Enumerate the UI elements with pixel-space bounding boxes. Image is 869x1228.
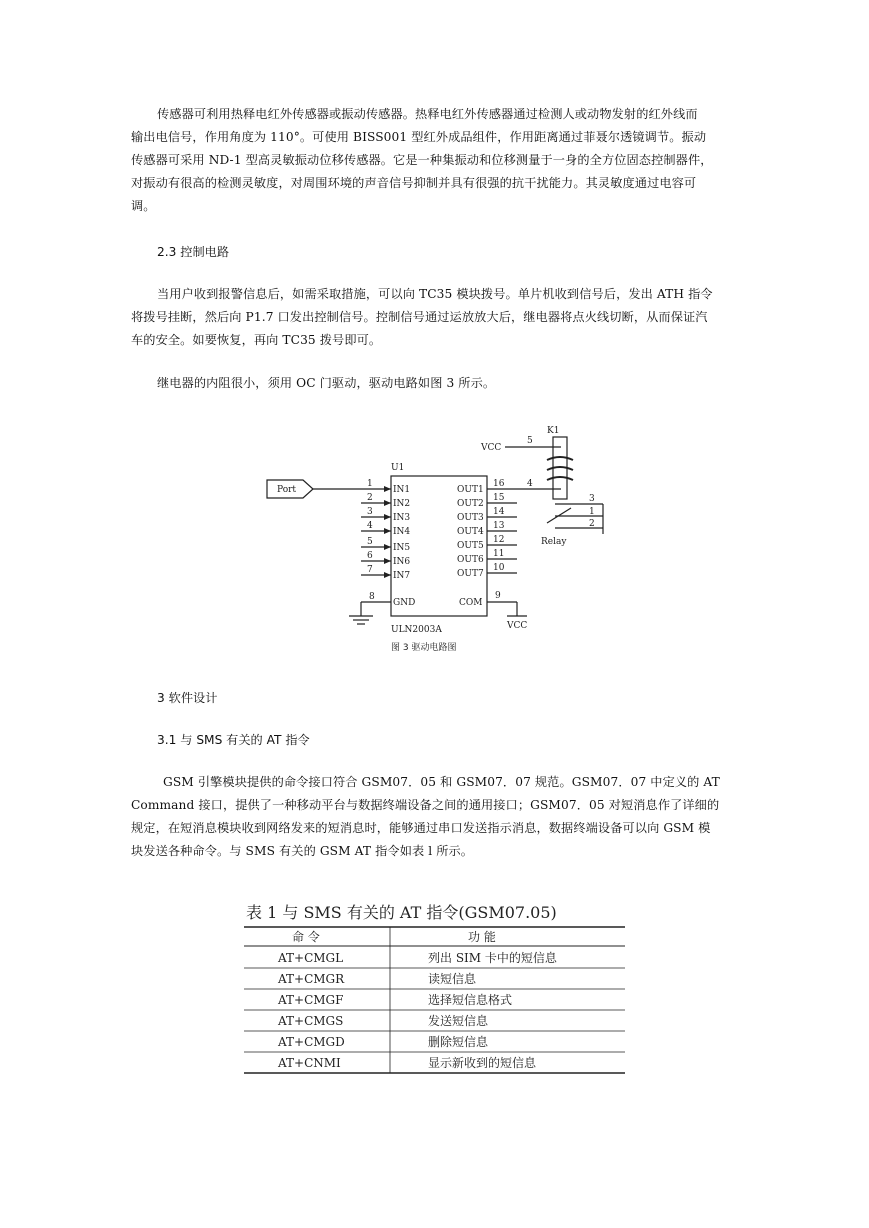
output-pin-name: OUT3 xyxy=(457,513,484,523)
table-cell-command: AT+CMGR xyxy=(278,972,345,986)
com-pin-name: COM xyxy=(459,598,483,608)
input-pin-name: IN3 xyxy=(393,513,411,523)
table-header-command: 命 令 xyxy=(292,930,320,944)
text-line: Command 接口，提供了一种移动平台与数据终端设备之间的通用接口；GSM07．05 对短消息作了详细的 xyxy=(131,798,720,812)
output-pin-name: OUT7 xyxy=(457,569,484,579)
table-cell-function: 选择短信息格式 xyxy=(428,993,513,1007)
output-pin-name: OUT6 xyxy=(457,555,484,565)
table-cell-command: AT+CMGF xyxy=(278,993,344,1007)
text-line: 车的安全。如要恢复，再向 TC35 拨号即可。 xyxy=(131,333,382,347)
driver-circuit-figure xyxy=(255,420,615,660)
relay-ref: K1 xyxy=(547,426,560,436)
table-cell-command: AT+CMGL xyxy=(278,951,344,965)
text-line: 规定，在短消息模块收到网络发来的短消息时，能够通过串口发送指示消息，数据终端设备可以向 GSM 模 xyxy=(131,821,711,835)
table-cell-function: 列出 SIM 卡中的短信息 xyxy=(428,951,557,965)
input-pin-number: 1 xyxy=(367,479,373,489)
input-pin-number: 5 xyxy=(367,537,373,547)
output-pin-name: OUT1 xyxy=(457,485,484,495)
paragraph-relay xyxy=(131,372,743,395)
text-line: 当用户收到报警信息后，如需采取措施，可以向 TC35 模块拨号。单片机收到信号后，发出 ATH 指令 xyxy=(157,287,713,301)
table-cell-function: 读短信息 xyxy=(428,972,477,986)
relay-label: Relay xyxy=(541,537,567,547)
paragraph-gsm xyxy=(131,771,743,863)
output-pin-number: 14 xyxy=(493,507,505,517)
output-pin-number: 10 xyxy=(493,563,505,573)
table-cell-function: 发送短信息 xyxy=(428,1014,489,1028)
text-line: GSM 引擎模块提供的命令接口符合 GSM07．05 和 GSM07．07 规范。GSM07．07 中定义的 AT xyxy=(163,775,720,789)
table-cell-command: AT+CMGS xyxy=(278,1014,344,1028)
gnd-pin-number: 8 xyxy=(369,592,375,602)
input-pin-number: 6 xyxy=(367,551,373,561)
output-pin-name: OUT5 xyxy=(457,541,484,551)
text-line: 对振动有很高的检测灵敏度，对周围环境的声音信号抑制并具有很强的抗干扰能力。其灵敏度通过电容可 xyxy=(131,176,697,190)
table-cell-command: AT+CNMI xyxy=(278,1056,341,1070)
table-cell-command: AT+CMGD xyxy=(278,1035,345,1049)
text-line: 输出电信号，作用角度为 110°。可使用 BISS001 型红外成品组件，作用距离通过菲聂尔透镜调节。振动 xyxy=(131,130,707,144)
output-pin-name: OUT4 xyxy=(457,527,484,537)
text-line: 继电器的内阻很小，须用 OC 门驱动，驱动电路如图 3 所示。 xyxy=(157,376,496,390)
relay-pin: 3 xyxy=(589,494,595,504)
chip-model: ULN2003A xyxy=(391,625,442,635)
output-pin-number: 11 xyxy=(493,549,505,559)
input-pin-number: 7 xyxy=(367,565,373,575)
text-line: 将拨号挂断，然后向 P1.7 口发出控制信号。控制信号通过运放放大后，继电器将点火线切断，从而保证汽 xyxy=(131,310,708,324)
port-label: Port xyxy=(277,485,297,495)
section-heading-2-3: 2.3 控制电路 xyxy=(157,245,230,259)
table-cell-function: 显示新收到的短信息 xyxy=(428,1056,537,1070)
chip-ref: U1 xyxy=(391,463,405,473)
table-cell-function: 删除短信息 xyxy=(428,1035,489,1049)
relay-pin: 1 xyxy=(589,507,595,517)
vcc-wire-pin: 5 xyxy=(527,436,533,446)
input-pin-name: IN5 xyxy=(393,543,411,553)
table-title: 表 1 与 SMS 有关的 AT 指令(GSM07.05) xyxy=(246,903,557,922)
section-heading-3-1: 3.1 与 SMS 有关的 AT 指令 xyxy=(157,733,310,747)
text-line: 块发送各种命令。与 SMS 有关的 GSM AT 指令如表 l 所示。 xyxy=(131,844,474,858)
input-pin-name: IN7 xyxy=(393,571,411,581)
vcc-top-label: VCC xyxy=(481,443,502,453)
input-pin-name: IN2 xyxy=(393,499,411,509)
figure-caption: 图 3 驱动电路图 xyxy=(391,643,457,653)
text-line: 传感器可采用 ND-1 型高灵敏振动位移传感器。它是一种集振动和位移测量于一身的全方位固态控制器件， xyxy=(131,153,713,167)
output-pin-number: 16 xyxy=(493,479,505,489)
input-pin-name: IN6 xyxy=(393,557,411,567)
section-heading-3: 3 软件设计 xyxy=(157,691,218,705)
output-pin-number: 13 xyxy=(493,521,505,531)
paragraph-sensors xyxy=(131,103,743,218)
com-pin-number: 9 xyxy=(495,591,501,601)
output-pin-number: 15 xyxy=(493,493,505,503)
text-line: 调。 xyxy=(131,199,156,213)
vcc-bottom-label: VCC xyxy=(507,621,528,631)
paragraph-control xyxy=(131,283,743,352)
out1-wire-pin: 4 xyxy=(527,479,533,489)
input-pin-number: 3 xyxy=(367,507,373,517)
input-pin-number: 2 xyxy=(367,493,373,503)
output-pin-number: 12 xyxy=(493,535,505,545)
output-pin-name: OUT2 xyxy=(457,499,484,509)
at-commands-table xyxy=(240,896,630,1076)
input-pin-name: IN1 xyxy=(393,485,411,495)
input-pin-name: IN4 xyxy=(393,527,411,537)
table-header-function: 功 能 xyxy=(468,930,496,944)
gnd-pin-name: GND xyxy=(393,598,416,608)
text-line: 传感器可利用热释电红外传感器或振动传感器。热释电红外传感器通过检测人或动物发射的红外线而 xyxy=(157,107,698,121)
relay-pin: 2 xyxy=(589,519,595,529)
input-pin-number: 4 xyxy=(367,521,373,531)
